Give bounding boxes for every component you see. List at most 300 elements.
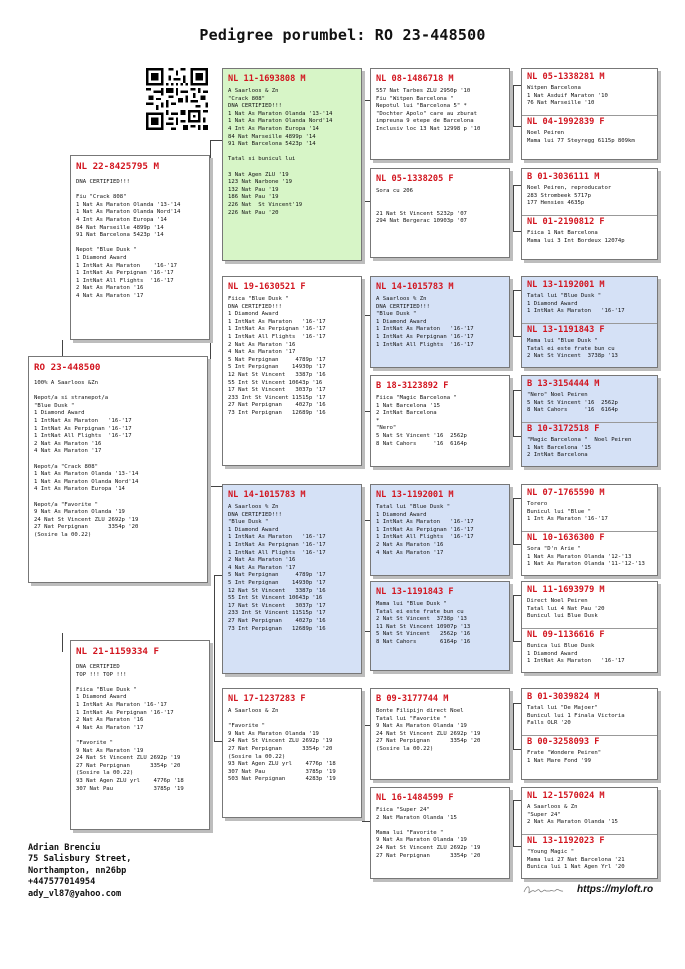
ring-number: NL 13-1192001 M — [376, 490, 454, 500]
performance-lines — [228, 708, 357, 784]
result-line: Nepot/a "Favorite " — [34, 501, 98, 508]
result-line: 233 Int St Vincent 11515p '17 — [228, 394, 326, 401]
ring-number: NL 14-1015783 M — [228, 490, 306, 500]
gen4-top-pigeon — [522, 788, 657, 833]
ring-number: NL 12-1570024 M — [527, 791, 605, 801]
result-line: Tatal lui "Blue Dusk " — [527, 293, 602, 299]
result-line: 1 IntNat All Flights '16-'17 — [34, 433, 132, 440]
result-line: Noel Peiren — [527, 130, 565, 136]
gen4-pair-card — [521, 68, 658, 160]
result-line: Fiica 1 Nat Barcelona — [527, 230, 598, 236]
result-line: 177 Hensies 4635p — [527, 200, 585, 207]
divider — [522, 323, 657, 324]
result-line: Bunicul lui "Blue " — [527, 508, 591, 515]
result-line: 84 Nat Marseille 4899p '14 — [76, 224, 164, 231]
result-line: 1 IntNat As Perpignan '16-'17 — [376, 526, 474, 533]
result-line: Bunicul lui Blue Dusk — [527, 613, 598, 620]
result-line: 9 Nat As Maraton Olanda '19 — [376, 723, 467, 730]
performance-lines — [527, 392, 653, 415]
ring-number: NL 19-1630521 F — [228, 282, 306, 292]
gen4-pair-card — [521, 375, 658, 467]
result-line: Tatal lui "Favorite " — [376, 715, 447, 722]
result-line: Torero — [527, 501, 548, 507]
result-line: Fiu "Witpen Barcelona " — [376, 95, 454, 102]
result-line: "Super 24" — [527, 811, 561, 818]
result-line: DNA CERTIFIED!!! — [376, 303, 430, 310]
ssd-card — [370, 168, 510, 258]
result-line: 1 IntNat As Maraton '16-'17 — [76, 701, 167, 708]
ring-number: NL 13-1191843 F — [376, 587, 454, 597]
result-line: 8 Nat Cahors '16 6164p — [376, 440, 467, 447]
dds-card — [370, 688, 510, 780]
result-line: Bunica lui 1 Nat Agen Yrl '20 — [527, 864, 625, 871]
result-line: 4 Int As Maraton Europa '14 — [34, 486, 125, 493]
result-line: DNA CERTIFIED — [76, 664, 120, 670]
result-line: 5 Nat St Vincent 2562p '16 — [376, 631, 471, 638]
gen4-pair-card — [521, 168, 658, 260]
result-line: "Young Magic " — [527, 849, 575, 855]
performance-lines — [527, 130, 653, 145]
contact-city: Northampton, nn26bp — [28, 865, 127, 876]
result-line: 76 Nat Marseille '10 — [527, 100, 595, 107]
performance-lines — [527, 85, 653, 108]
result-line: 557 Nat Tarbes ZLU 2950p '10 — [376, 88, 471, 94]
result-line: 132 Nat Pau '19 — [228, 186, 279, 193]
gen4-bottom-pigeon — [522, 421, 657, 466]
performance-lines — [376, 504, 505, 557]
contact-phone: +447577014954 — [28, 877, 96, 888]
result-line: 1 IntNat As Maraton '16-'17 — [228, 534, 326, 541]
ring-number: NL 16-1484599 F — [376, 793, 454, 803]
result-line: 93 Nat Agen ZLU yrl 4776p '18 — [228, 761, 336, 768]
result-line: 4 Nat As Maraton '17 — [34, 448, 102, 455]
gen4-bottom-pigeon — [522, 214, 657, 259]
result-line: 1 IntNat As Maraton '16-'17 — [228, 318, 326, 325]
result-line: 1 IntNat As Perpignan '16-'17 — [76, 709, 174, 716]
result-line: "Favorite " — [228, 723, 266, 730]
result-line: * — [376, 417, 380, 424]
result-line: A Saarloos & Zn — [527, 804, 578, 810]
sire-sire-card — [222, 68, 362, 261]
result-line: 73 Int Perpignan 12689p '16 — [228, 409, 326, 416]
result-line: 1 IntNat All Flights '16-'17 — [228, 333, 326, 340]
result-line — [76, 732, 205, 740]
divider — [522, 215, 657, 216]
result-line: (Sosire la 00.22) — [76, 770, 134, 777]
result-line: A Saarloos % Zn — [228, 504, 279, 510]
result-line: 1 Diamond Award — [376, 318, 427, 325]
dam-sire-card — [222, 484, 362, 674]
performance-lines — [527, 338, 653, 361]
result-line: 1 IntNat As Maraton '16-'17 — [76, 262, 178, 269]
result-line: 55 Int St Vincent 10643p '16 — [228, 595, 323, 602]
breeder-contact — [28, 843, 131, 900]
result-line: "Nero" — [376, 425, 397, 432]
ring-number: NL 22-8425795 M — [76, 161, 159, 172]
dsd-card — [370, 581, 510, 671]
result-line: DNA CERTIFIED!!! — [228, 103, 282, 110]
performance-lines — [376, 807, 505, 860]
result-line: Sora "D'n Arie " — [527, 546, 581, 552]
result-line: 4 Nat As Maraton '17 — [228, 564, 296, 571]
divider — [522, 735, 657, 736]
result-line: 1 Nat As Maraton Olanda Nord'14 — [228, 118, 333, 125]
result-line: 17 Nat St Vincent 3037p '17 — [228, 387, 326, 394]
result-line: 1 Nat Mare Fond '99 — [527, 757, 591, 764]
result-line: Mama lui "Blue Dusk " — [376, 601, 447, 607]
result-line: 5 Nat Perpignan 4789p '17 — [228, 356, 326, 363]
result-line: A Saarloos & Zn — [228, 708, 279, 714]
result-line: 9 Nat As Maraton Olanda '19 — [228, 730, 319, 737]
result-line: DNA CERTIFIED!!! — [228, 303, 282, 310]
result-line: 1 IntNat As Perpignan '16-'17 — [228, 541, 326, 548]
performance-lines — [376, 601, 505, 647]
ring-number: NL 07-1765590 M — [527, 488, 605, 498]
performance-lines — [376, 296, 505, 349]
gen4-top-pigeon — [522, 689, 657, 734]
performance-lines — [527, 230, 653, 245]
result-line: 1 Diamond Award — [228, 311, 279, 318]
result-line: 2 Nat As Maraton '16 — [34, 440, 102, 447]
result-line: 27 Nat Perpignan 3354p '20 — [376, 852, 481, 859]
gen4-bottom-pigeon — [522, 530, 657, 575]
result-line: 1 Diamond Award — [76, 694, 127, 701]
result-line: 1 IntNat As Maraton '16-'17 — [376, 326, 474, 333]
result-line: 27 Nat Perpignan 3354p '20 — [76, 762, 181, 769]
performance-lines — [527, 804, 653, 827]
result-line: 27 Nat Perpignan 4027p '16 — [228, 617, 326, 624]
result-line: 2 Nat Maraton Olanda '15 — [376, 814, 457, 821]
result-line: Tatal lui 4 Nat Pau '20 — [527, 605, 605, 612]
ring-number: B 18-3123892 F — [376, 381, 449, 391]
result-line: 1 Nat As Maraton Olanda '11-'12-'13 — [527, 561, 645, 568]
divider — [522, 115, 657, 116]
result-line: 2 IntNat Barcelona — [376, 410, 437, 417]
result-line: "Blue Dusk " — [376, 311, 417, 318]
performance-lines — [228, 88, 357, 217]
result-line: 1 Int As Maraton '16-'17 — [527, 516, 608, 523]
result-line: 1 IntNat As Maraton '16-'17 — [527, 308, 625, 315]
result-line: 1 IntNat All Flights '16-'17 — [376, 534, 474, 541]
gen4-top-pigeon — [522, 485, 657, 530]
result-line: Fiica "Magic Barcelona " — [376, 395, 457, 401]
result-line: Inclusiv loc 13 Nat 12998 p '10 — [376, 125, 481, 132]
performance-lines — [527, 705, 653, 728]
performance-lines — [527, 598, 653, 621]
result-line: 17 Nat St Vincent 3037p '17 — [228, 602, 326, 609]
result-line: 2 Nat As Maraton '16 — [76, 285, 144, 292]
performance-lines — [527, 185, 653, 208]
result-line: 307 Nat Pau 3785p '19 — [76, 785, 184, 792]
result-line: 2 Nat As Maraton '16 — [228, 557, 296, 564]
result-line: 2 Nat As Maraton '16 — [376, 541, 444, 548]
result-line: Tatal ei este frate bun cu — [376, 608, 464, 615]
performance-lines — [527, 546, 653, 569]
result-line: Fiica "Blue Dusk " — [76, 686, 137, 693]
contact-name: Adrian Brenciu — [28, 843, 101, 853]
ring-number: RO 23-448500 — [34, 362, 101, 373]
result-line: 1 IntNat As Perpignan '16-'17 — [34, 425, 132, 432]
website-link[interactable]: https://myloft.ro — [577, 884, 654, 895]
result-line — [228, 716, 357, 724]
result-line: 1 IntNat As Perpignan '16-'17 — [76, 270, 174, 277]
ring-number: NL 08-1486718 M — [376, 74, 454, 84]
performance-lines — [76, 664, 205, 793]
result-line: 2 Nat As Maraton '16 — [228, 341, 296, 348]
result-line: 1 IntNat All Flights '16-'17 — [376, 341, 474, 348]
result-line: 2 Nat As Maraton '16 — [76, 717, 144, 724]
result-line: Sora cu 206 — [376, 188, 414, 194]
result-line: 226 Nat Pau '20 — [228, 209, 279, 216]
result-line: "Blue Dusk " — [228, 519, 269, 526]
performance-lines — [376, 188, 505, 226]
performance-lines — [527, 643, 653, 666]
result-line: "Favorite " — [76, 739, 114, 746]
result-line: 1 Nat As Maraton Olanda '13-'14 — [76, 201, 181, 208]
result-line: 186 Nat Pau '19 — [228, 194, 279, 201]
result-line: 9 Nat As Maraton '19 — [76, 747, 144, 754]
result-line: 21 Nat St Vincent 5232p '07 — [376, 210, 467, 217]
contact-email: ady_vl87@yahoo.com — [28, 888, 122, 899]
result-line: "Nero" Noel Peiren — [527, 392, 588, 398]
result-line: 1 IntNat As Maraton '16-'17 — [34, 417, 132, 424]
performance-lines — [376, 708, 505, 754]
gen4-bottom-pigeon — [522, 627, 657, 672]
gen4-bottom-pigeon — [522, 322, 657, 367]
result-line: Bunicul lui 1 Finala Victoria — [527, 712, 625, 719]
result-line: "Dochter Apolo" care au zburat — [376, 110, 478, 117]
connector-line — [62, 633, 63, 652]
performance-lines — [527, 750, 653, 765]
ring-number: B 13-3154444 M — [527, 379, 600, 389]
divider — [522, 531, 657, 532]
result-line: 5 Int Perpignan 14930p '17 — [228, 364, 326, 371]
result-line: Mama lui "Blue Dusk " — [527, 338, 598, 344]
ring-number: NL 05-1338205 F — [376, 174, 454, 184]
performance-lines — [376, 395, 505, 448]
gen4-bottom-pigeon — [522, 734, 657, 779]
ring-number: NL 04-1992839 F — [527, 117, 605, 127]
result-line: 12 Nat St Vincent 3387p '16 — [228, 371, 326, 378]
ring-number: NL 17-1237283 F — [228, 694, 306, 704]
result-line: 123 Nat Narbone '19 — [228, 179, 292, 186]
ring-number: B 00-3258093 F — [527, 737, 600, 747]
connector-line — [62, 340, 63, 356]
result-line — [228, 149, 357, 157]
sire-dam-card — [222, 276, 362, 466]
ring-number: NL 05-1338281 M — [527, 72, 605, 82]
gen4-top-pigeon — [522, 376, 657, 421]
result-line: 2 IntNat Barcelona — [527, 452, 588, 459]
performance-lines — [34, 380, 203, 539]
signature-icon — [522, 883, 566, 897]
result-line: Tatal lui "Blue Dusk " — [376, 504, 451, 510]
gen4-pair-card — [521, 484, 658, 576]
result-line: 1 Nat As Maraton Olanda '13-'14 — [228, 110, 333, 117]
result-line: 226 Nat St Vincent'19 — [228, 201, 303, 208]
result-line: Nepot "Blue Dusk " — [76, 247, 137, 254]
result-line: 5 Int Perpignan 14930p '17 — [228, 579, 326, 586]
result-line: Frate "Wondere Peiren" — [527, 750, 602, 756]
gen4-pair-card — [521, 276, 658, 368]
result-line: Mama lui 77 Steyregg 6115p 809km — [527, 137, 635, 144]
result-line: "Magic Barcelona " Noel Peiren — [527, 437, 632, 443]
gen4-bottom-pigeon — [522, 833, 657, 878]
performance-lines — [228, 296, 357, 418]
result-line: "Blue Dusk " — [34, 402, 75, 409]
sds-card — [370, 276, 510, 368]
result-line: Nepot/a "Crack 808" — [34, 463, 98, 470]
result-line: 24 Nat St Vincent ZLU 2692p '19 — [228, 738, 333, 745]
result-line: Fiu "Crack 808" — [76, 194, 127, 201]
result-line: 27 Nat Perpignan 3354p '20 — [376, 738, 481, 745]
result-line: 84 Nat Marseille 4899p '14 — [228, 133, 316, 140]
result-line — [76, 240, 205, 248]
result-line: 8 Nat Cahors 6164p '16 — [376, 638, 471, 645]
subject-pigeon-card — [28, 356, 208, 583]
gen4-top-pigeon — [522, 69, 657, 114]
gen4-pair-card — [521, 688, 658, 780]
result-line: 8 Nat Cahors '16 6164p — [527, 407, 618, 414]
result-line: 4 Nat As Maraton '17 — [376, 549, 444, 556]
result-line — [228, 164, 357, 172]
sss-card — [370, 68, 510, 160]
sire-card — [70, 155, 210, 340]
performance-lines — [527, 501, 653, 524]
result-line: (Sosire la 00.22) — [228, 753, 286, 760]
performance-lines — [527, 849, 653, 872]
ring-number: B 10-3172518 F — [527, 424, 600, 434]
ddd-card — [370, 787, 510, 879]
performance-lines — [527, 437, 653, 460]
result-line: 283 Strombeek 5717p — [527, 192, 591, 199]
result-line: DNA CERTIFIED!!! — [76, 179, 130, 185]
result-line: 1 Nat As Maraton Olanda '12-'13 — [527, 553, 632, 560]
result-line: (Sosire la 00.22) — [34, 531, 92, 538]
result-line — [34, 388, 203, 396]
result-line: 4 Int As Maraton Europa '14 — [76, 216, 167, 223]
result-line: 27 Nat Perpignan 4027p '16 — [228, 402, 326, 409]
result-line: 503 Nat Perpignan 4283p '19 — [228, 776, 336, 783]
ring-number: NL 01-2190812 F — [527, 217, 605, 227]
ring-number: NL 14-1015783 M — [376, 282, 454, 292]
ring-number: NL 11-1693979 M — [527, 585, 605, 595]
ring-number: NL 11-1693808 M — [228, 74, 306, 84]
ring-number: NL 09-1136616 F — [527, 630, 605, 640]
result-line — [376, 822, 505, 830]
result-line: 4 Nat As Maraton '17 — [76, 724, 144, 731]
ring-number: NL 13-1192001 M — [527, 280, 605, 290]
result-line: Mama lui "Favorite " — [376, 829, 444, 836]
result-line: A Saarloos & Zn — [228, 88, 279, 94]
gen4-top-pigeon — [522, 582, 657, 627]
result-line: 12 Nat St Vincent 3387p '16 — [228, 587, 326, 594]
performance-lines — [76, 179, 205, 301]
result-line: 1 Diamond Award — [76, 254, 127, 261]
result-line: 27 Nat Perpignan 3354p '20 — [34, 524, 139, 531]
result-line: 93 Nat Agen ZLU yrl 4776p '18 — [76, 777, 184, 784]
result-line: 11 Nat St Vincent 10907p '13 — [376, 623, 471, 630]
result-line: TOP !!! TOP !!! — [76, 671, 127, 678]
result-line: 1 Diamond Award — [228, 526, 279, 533]
result-line: 2 Nat As Maraton Olanda '15 — [527, 819, 618, 826]
gen4-pair-card — [521, 581, 658, 673]
result-line: 1 Nat Barcelona '15 — [376, 402, 440, 409]
result-line: 4 Nat As Maraton '17 — [76, 292, 144, 299]
result-line: Fiica "Super 24" — [376, 807, 430, 813]
result-line: 1 IntNat As Maraton '16-'17 — [527, 658, 625, 665]
result-line: Bonte Filipijn direct Noel — [376, 708, 464, 714]
divider — [522, 422, 657, 423]
result-line: 9 Nat As Maraton Olanda '19 — [376, 837, 467, 844]
result-line: 3 Nat Agen ZLU '19 — [228, 171, 289, 178]
result-line: 1 Diamond Award — [376, 511, 427, 518]
result-line — [34, 456, 203, 464]
ring-number: NL 21-1159334 F — [76, 646, 159, 657]
result-line: 5 Nat St Vincent '16 2562p — [527, 399, 618, 406]
result-line — [376, 196, 505, 204]
result-line: 1 Nat As Maraton Olanda Nord'14 — [76, 209, 181, 216]
result-line: 9 Nat As Maraton Olanda '19 — [34, 509, 125, 516]
performance-lines — [228, 504, 357, 633]
result-line: 24 Nat St Vincent ZLU 2692p '19 — [34, 516, 139, 523]
result-line: 307 Nat Pau 3785p '19 — [228, 768, 336, 775]
gen4-bottom-pigeon — [522, 114, 657, 159]
result-line: 1 Diamond Award — [527, 650, 578, 657]
result-line: 24 Nat St Vincent ZLU 2692p '19 — [376, 844, 481, 851]
ring-number: NL 13-1191843 F — [527, 325, 605, 335]
result-line: 24 Nat St Vincent ZLU 2692p '19 — [376, 730, 481, 737]
result-line: 2 Nat St Vincent 3738p '13 — [527, 353, 618, 360]
gen4-top-pigeon — [522, 169, 657, 214]
result-line: A Saarloos % Zn — [376, 296, 427, 302]
result-line: 55 Int St Vincent 10643p '16 — [228, 379, 323, 386]
result-line: Direct Noel Peiren — [527, 598, 588, 604]
result-line: 27 Nat Perpignan 3354p '20 — [228, 745, 333, 752]
ring-number: NL 13-1192023 F — [527, 836, 605, 846]
page-title: Pedigree porumbel: RO 23-448500 — [199, 26, 486, 44]
result-line: 1 IntNat As Perpignan '16-'17 — [228, 326, 326, 333]
result-line: 1 IntNat All Flights '16-'17 — [76, 277, 174, 284]
result-line: 233 Int St Vincent 11515p '17 — [228, 610, 326, 617]
result-line: 4 Nat As Maraton '17 — [228, 349, 296, 356]
result-line: 24 Nat St Vincent ZLU 2692p '19 — [76, 755, 181, 762]
result-line: Falls OLR '20 — [527, 720, 571, 727]
result-line: 1 IntNat As Perpignan '16-'17 — [376, 333, 474, 340]
result-line: 100% A Saarloos &Zn — [34, 380, 98, 386]
result-line: Tatal si bunicul lui — [228, 156, 296, 163]
result-line: 91 Nat Barcelona 5423p '14 — [76, 232, 164, 239]
result-line: Tatal ei este frate bun cu — [527, 345, 615, 352]
result-line: Tatal lui "De Majoer" — [527, 705, 598, 711]
result-line: Mama lui 27 Nat Barcelona '21 — [527, 856, 625, 863]
dss-card — [370, 484, 510, 576]
result-line: 73 Int Perpignan 12689p '16 — [228, 625, 326, 632]
ring-number: B 01-3039824 M — [527, 692, 600, 702]
contact-street: 75 Salisbury Street, — [28, 854, 132, 865]
result-line: 1 Nat Asduif Maraton '10 — [527, 92, 608, 99]
result-line: 4 Int As Maraton Europa '14 — [228, 125, 319, 132]
result-line: impreuna 9 etepe de Barcelona — [376, 118, 474, 125]
result-line: 1 Diamond Award — [34, 410, 85, 417]
result-line: 5 Nat Perpignan 4789p '17 — [228, 572, 326, 579]
performance-lines — [527, 293, 653, 316]
result-line — [76, 679, 205, 687]
result-line: Mama lui 3 Int Bordeux 12074p — [527, 237, 625, 244]
ring-number: B 09-3177744 M — [376, 694, 449, 704]
result-line: Nepotul lui "Barcelona 5" * — [376, 103, 467, 110]
result-line: "Crack 808" — [228, 95, 266, 102]
